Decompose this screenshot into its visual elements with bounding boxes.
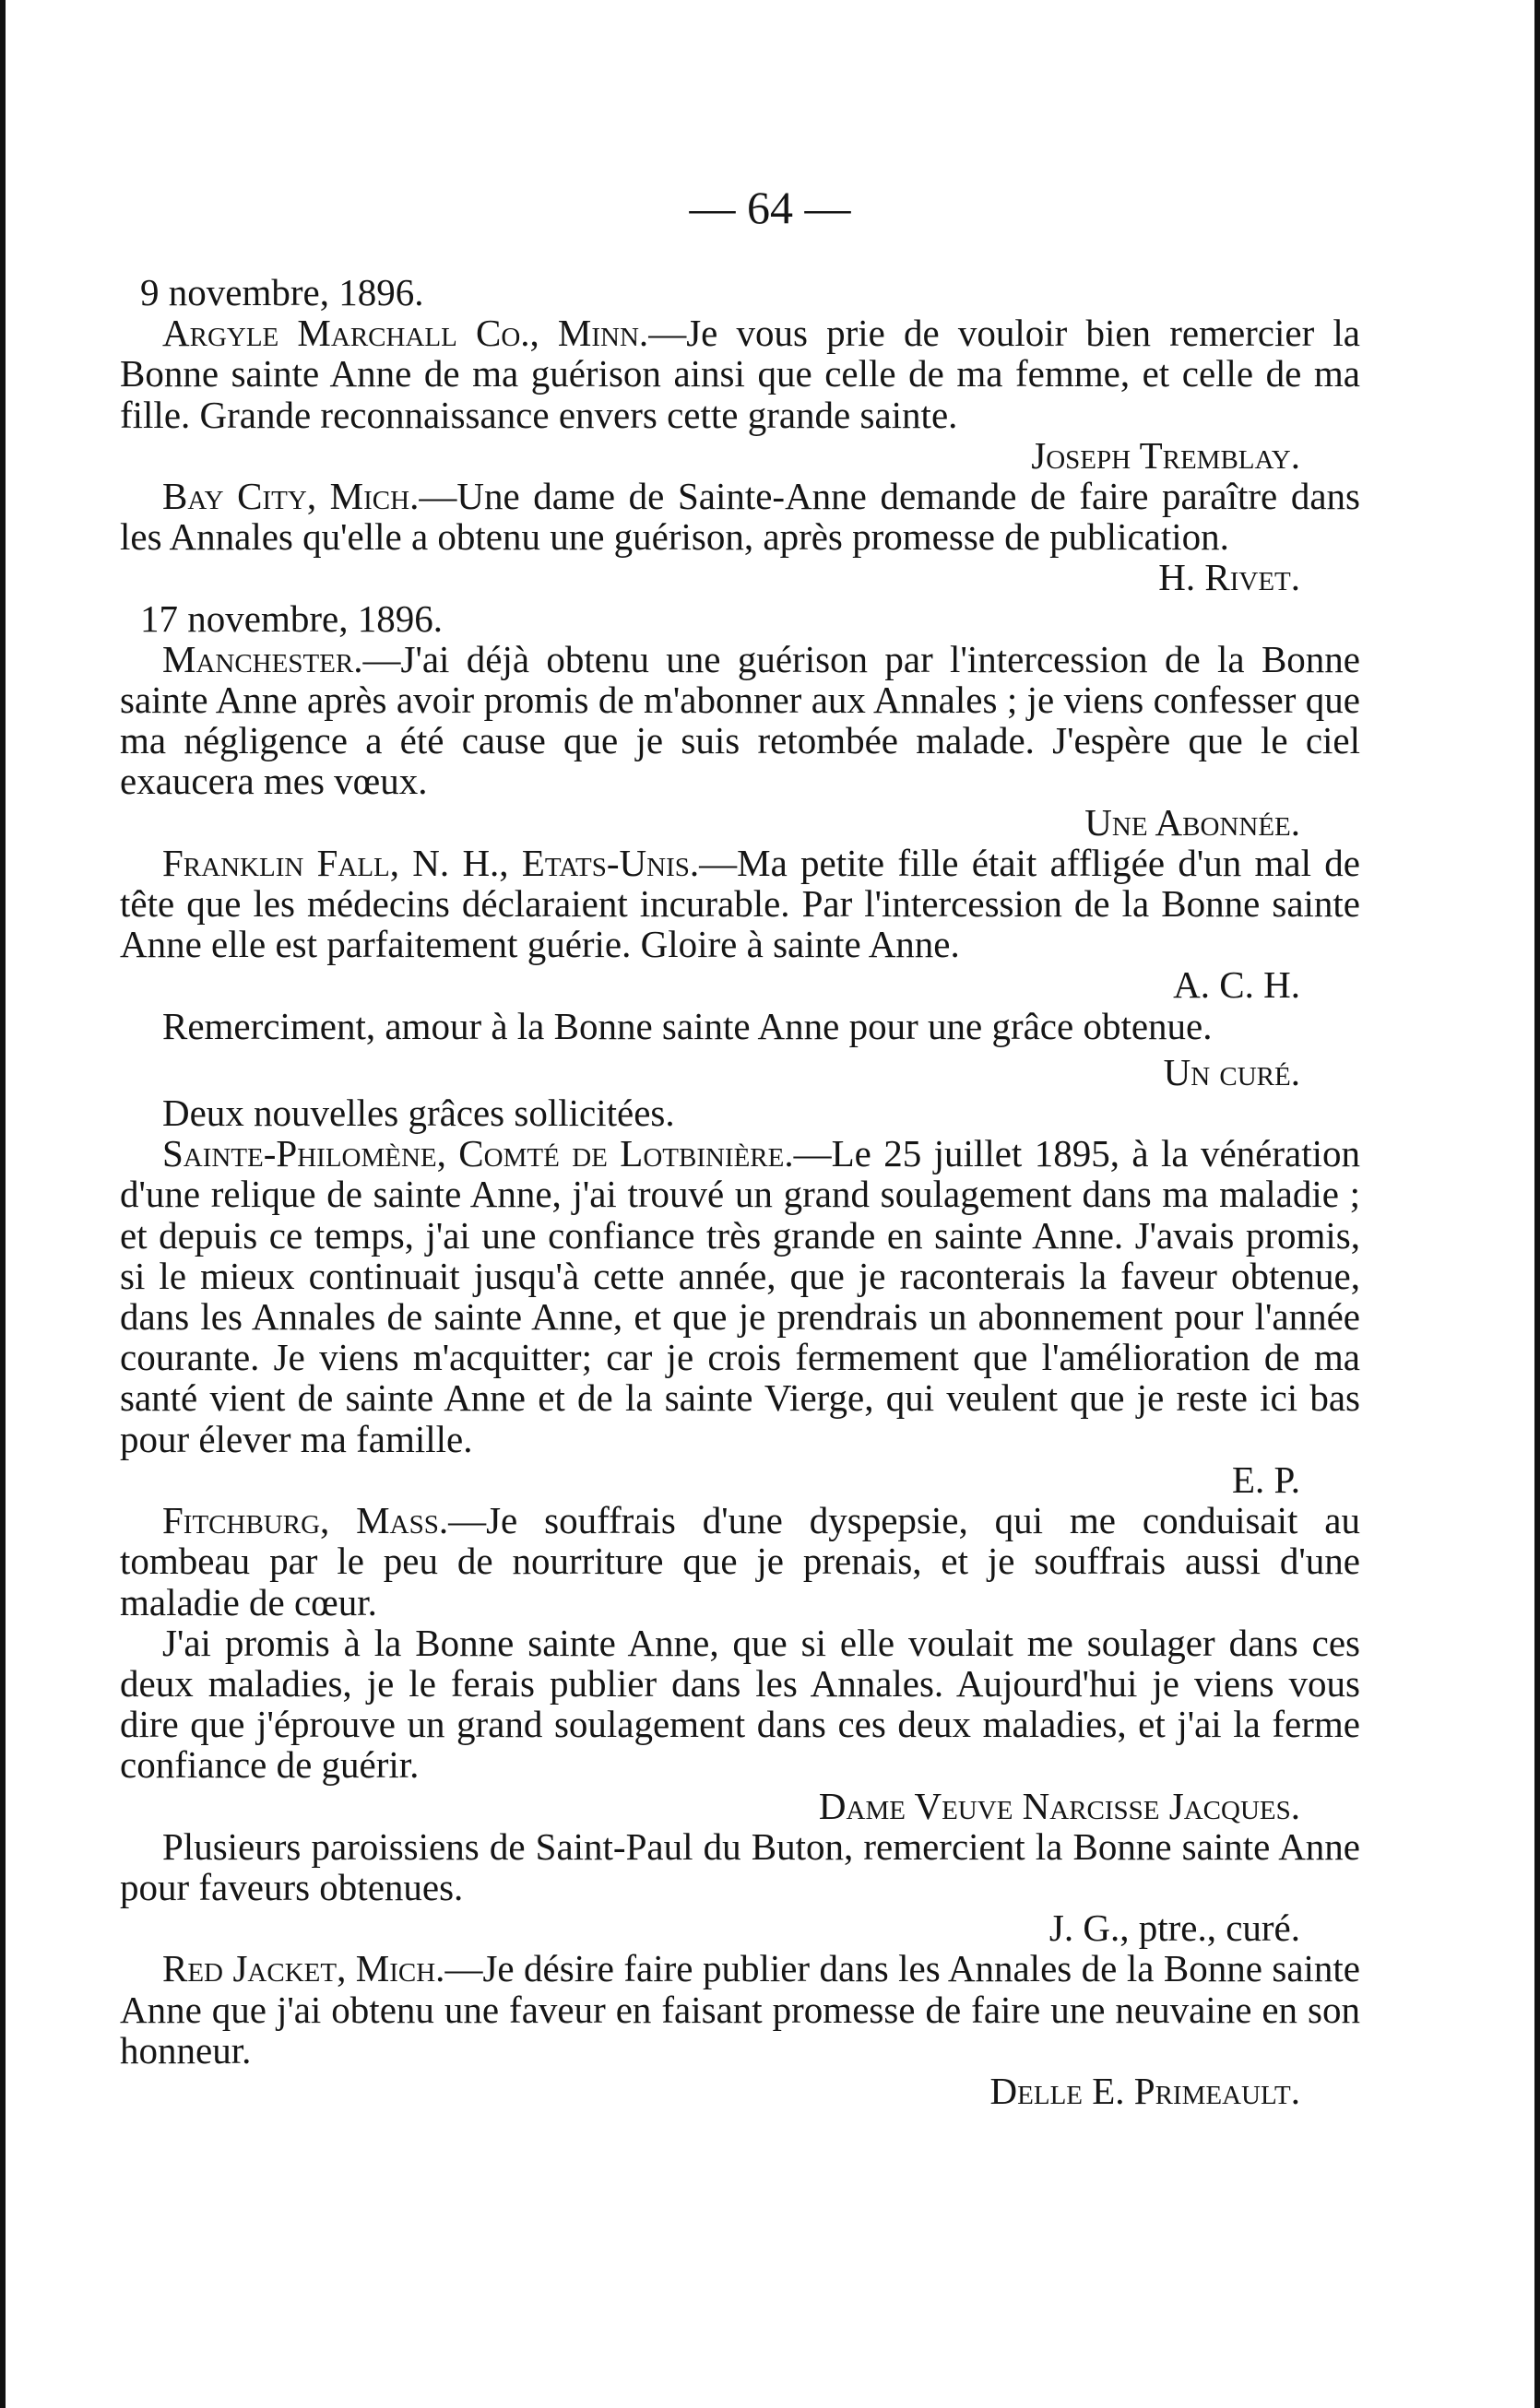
entry-paragraph xyxy=(120,639,1360,802)
entry-date: 9 novembre, 1896. xyxy=(140,271,424,313)
entry-place: Franklin Fall, N. H., Etats-Unis. xyxy=(162,841,700,884)
entry-text: —Une dame de Sainte-Anne demande de faire paraître dans les Annales qu'elle a obtenu une guérison, après promesse de publication. xyxy=(120,475,1360,559)
entry-signature: J. G., ptre., curé. xyxy=(1048,1906,1300,1950)
entry-paragraph xyxy=(120,1092,1360,1133)
entry-text: —Je souffrais d'une dyspepsie, qui me conduisait au tombeau par le peu de nourriture que je prenais, et je souffrais aussi d'une maladie de cœur. xyxy=(120,1499,1361,1623)
entry-text: J'ai promis à la Bonne sainte Anne, que si elle voulait me soulager dans ces deux maladies, je le ferais publier dans les Annales. Aujourd'hui je viens vous dire que j'éprouve un grand soulagement dans ces deux maladies, et j'ai la ferme confiance de guérir. xyxy=(120,1621,1360,1787)
entry-place: Sainte-Philomène, Comté de Lotbinière. xyxy=(162,1132,794,1175)
entry-paragraph xyxy=(120,476,1360,557)
entry-signature: Une Abonnée. xyxy=(1084,800,1300,844)
entry-paragraph xyxy=(120,1006,1360,1046)
entry-text: —J'ai déjà obtenu une guérison par l'intercession de la Bonne sainte Anne après avoir promis de m'abonner aux Annales ; je viens confesser que ma négligence a été cause que je suis retombée malade. J'espère que le ciel exaucera mes vœux. xyxy=(120,637,1360,803)
entry-paragraph xyxy=(120,1500,1360,1623)
entry-text: —Je désire faire publier dans les Annales de la Bonne sainte Anne que j'ai obtenu une faveur en faisant promesse de faire une neuvaine en son honneur. xyxy=(120,1947,1361,2072)
entry-signature: Delle E. Primeault. xyxy=(989,2069,1300,2112)
entry-text: —Je vous prie de vouloir bien remercier la Bonne sainte Anne de ma guérison ainsi que celle de ma femme, et celle de ma fille. Grande reconnaissance envers cette grande sainte. xyxy=(120,312,1360,436)
page-edge-right xyxy=(1534,0,1540,2408)
page-body xyxy=(120,272,1360,2111)
entry-signature: Joseph Tremblay. xyxy=(1031,433,1300,477)
entry-paragraph xyxy=(120,1826,1360,1907)
page-edge-left xyxy=(0,0,6,2408)
entry-text: —Le 25 juillet 1895, à la vénération d'une relique de sainte Anne, j'ai trouvé un grand soulagement dans ma maladie ; et depuis ce temps, j'ai une confiance très grande en sainte Anne. J'avais promis, si le mieux continuait jusqu'à cette année, que je raconterais la faveur obtenue, dans les Annales de sainte Anne, et que je prendrais un abonnement pour l'année courante. Je viens m'acquitter; car je crois fermement que l'amélioration de ma santé vient de sainte Anne et de la sainte Vierge, qui veulent que je reste ici bas pour élever ma famille. xyxy=(120,1132,1360,1460)
entry-paragraph xyxy=(120,1623,1360,1786)
entry-text: —Ma petite fille était affligée d'un mal de tête que les médecins déclaraient incurable. Par l'intercession de la Bonne sainte Anne elle est parfaitement guérie. Gloire à sainte Anne. xyxy=(120,841,1360,966)
entry-text: Deux nouvelles grâces sollicitées. xyxy=(162,1092,675,1135)
entry-place: Manchester. xyxy=(162,637,363,680)
entry-place: Argyle Marchall Co., Minn. xyxy=(162,312,649,355)
entry-signature: Dame Veuve Narcisse Jacques. xyxy=(818,1784,1300,1827)
entry-paragraph xyxy=(120,1133,1360,1459)
entry-paragraph xyxy=(120,313,1360,435)
entry-signature: A. C. H. xyxy=(1173,963,1300,1007)
entry-place: Red Jacket, Mich. xyxy=(162,1947,445,1990)
entry-signature: Un curé. xyxy=(1163,1050,1300,1093)
entry-place: Fitchburg, Mass. xyxy=(162,1499,449,1542)
entry-text: Plusieurs paroissiens de Saint-Paul du Buton, remercient la Bonne sainte Anne pour faveurs obtenues. xyxy=(120,1824,1360,1908)
entry-date: 17 novembre, 1896. xyxy=(140,596,443,640)
entry-signature: H. Rivet. xyxy=(1158,556,1300,599)
entry-place: Bay City, Mich. xyxy=(162,475,420,518)
entry-text: Remerciment, amour à la Bonne sainte Anne pour une grâce obtenue. xyxy=(162,1004,1213,1047)
entry-signature: E. P. xyxy=(1231,1458,1300,1501)
entry-paragraph xyxy=(120,1948,1360,2071)
page-number: — 64 — xyxy=(689,182,851,233)
entry-paragraph xyxy=(120,843,1360,965)
